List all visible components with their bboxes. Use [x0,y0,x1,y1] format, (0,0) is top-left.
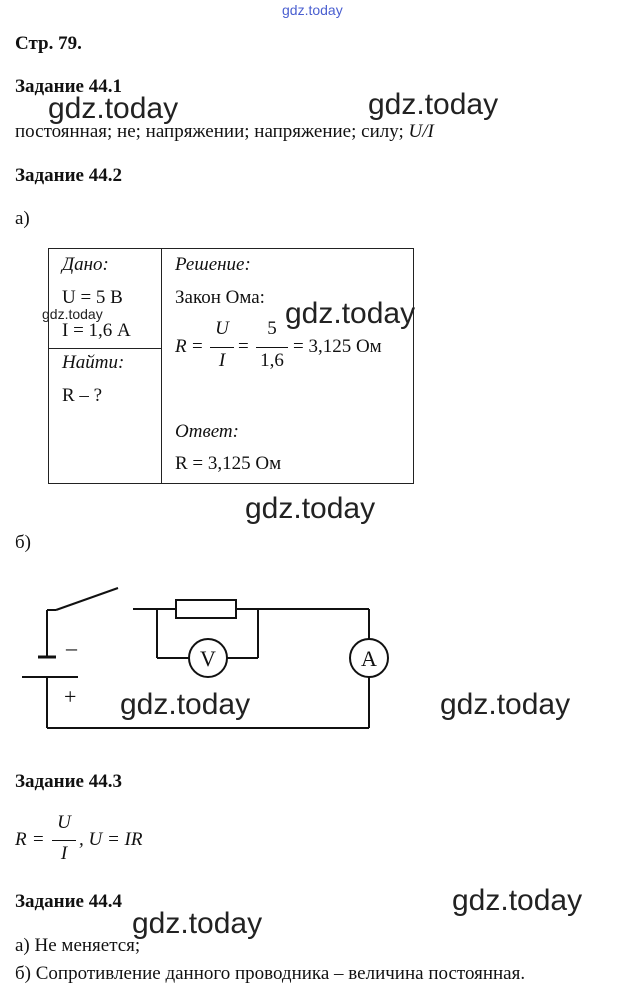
formula-numerator-u: U [57,812,71,833]
formula-numerator-u: U [215,318,229,339]
formula-eq-1: = [192,336,203,357]
voltmeter-label: V [200,646,216,671]
watermark: gdz.today [120,688,251,721]
find-resistance: R – ? [62,385,103,406]
ammeter-label: A [361,646,377,671]
watermark: gdz.today [245,492,376,525]
task-44-4-title: Задание 44.4 [15,891,122,912]
task-44-2-title: Задание 44.2 [15,165,122,186]
answer-heading: Ответ: [175,421,239,442]
battery-minus-sign: – [66,635,77,660]
watermark: gdz.today [452,884,583,917]
watermark: gdz.today [285,297,416,330]
formula-u-eq-ir: , U = IR [79,829,143,850]
task-44-1-answer [15,121,434,143]
solution-heading: Решение: [175,254,251,275]
formula-eq-2: = [238,336,249,357]
table-row-divider [48,348,162,349]
task-44-1-answer-formula: U/I [408,121,434,142]
task-44-3-title: Задание 44.3 [15,771,122,792]
given-heading: Дано: [62,254,109,275]
task-44-4-line-b: б) Сопротивление данного проводника – величина постоянная. [15,963,526,984]
resistor [176,600,236,618]
task-44-1-title: Задание 44.1 [15,76,122,97]
given-voltage: U = 5 В [62,287,123,308]
formula-r: R [175,336,187,357]
find-heading: Найти: [62,352,125,373]
part-b-label: б) [15,532,31,553]
formula-r: R [15,829,27,850]
fraction-line [210,347,234,348]
watermark-small: gdz.today [42,306,103,322]
formula-eq: = [33,829,44,850]
fraction-line [52,840,76,841]
formula-denominator-i: I [60,843,68,864]
task-44-1-answer-text: постоянная; не; напряжении; напряжение; силу; [15,121,404,142]
formula-denominator-i: I [218,350,226,371]
fraction-line [256,347,288,348]
watermark-top: gdz.today [282,2,343,18]
watermark: gdz.today [368,88,499,121]
page-reference: Стр. 79. [15,33,82,54]
table-column-divider [161,248,162,483]
watermark: gdz.today [440,688,571,721]
watermark: gdz.today [48,92,179,125]
formula-denominator-16: 1,6 [260,350,284,371]
answer-value: R = 3,125 Ом [175,453,282,474]
part-a-label: а) [15,208,30,229]
switch-lever [56,588,118,610]
formula-result: = 3,125 Ом [293,336,382,357]
given-current: I = 1,6 А [62,320,131,341]
watermark: gdz.today [132,907,263,940]
law-name: Закон Ома: [175,287,265,308]
formula-numerator-5: 5 [267,318,277,339]
task-44-4-line-a: а) Не меняется; [15,935,141,956]
battery-plus-sign: + [64,684,77,709]
